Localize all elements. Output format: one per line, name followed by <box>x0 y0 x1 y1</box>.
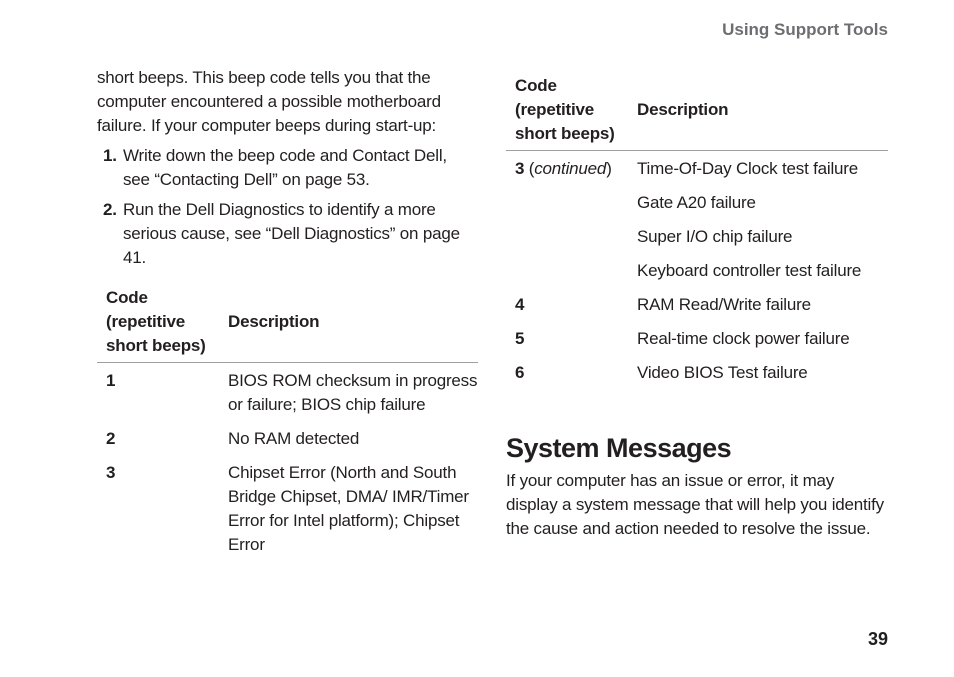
table-header-row <box>97 286 478 363</box>
section-paragraph: If your computer has an issue or error, it may display a system message that will help you identify the cause and action needed to resolve the issue. <box>506 471 884 538</box>
beep-description: Real-time clock power failure <box>637 329 850 348</box>
right-column <box>506 74 888 541</box>
intro-paragraph: short beeps. This beep code tells you that the computer encountered a possible motherboard failure. If your computer beeps during start-up: <box>97 68 441 135</box>
table-row <box>506 151 888 192</box>
running-header: Using Support Tools <box>722 20 888 39</box>
beep-description: Gate A20 failure <box>637 193 756 212</box>
beep-description: BIOS ROM checksum in progress or failure; BIOS chip failure <box>228 371 478 414</box>
table-row <box>506 259 888 293</box>
column-header-description: Description <box>228 312 320 331</box>
beep-description: RAM Read/Write failure <box>637 295 811 314</box>
beep-description: Keyboard controller test failure <box>637 261 862 280</box>
page-number: 39 <box>867 629 888 649</box>
table-header-row <box>506 74 888 151</box>
beep-code: 3 <box>106 463 116 482</box>
beep-code <box>506 225 637 259</box>
table-row <box>506 327 888 361</box>
beep-code: 6 <box>515 363 525 382</box>
beep-description: Super I/O chip failure <box>637 227 793 246</box>
beep-code: 2 <box>106 429 116 448</box>
table-row <box>97 363 478 428</box>
step-text: Run the Dell Diagnostics to identify a more serious cause, see “Dell Diagnostics” on page 41. <box>123 200 460 267</box>
beep-description: Video BIOS Test failure <box>637 363 808 382</box>
column-header-code: Code (repetitive short beeps) <box>515 76 615 143</box>
table-row <box>506 225 888 259</box>
step-number: 2. <box>103 200 117 219</box>
step-text: Write down the beep code and Contact Dell, see “Contacting Dell” on page 53. <box>123 146 447 189</box>
column-header-code: Code (repetitive short beeps) <box>106 288 206 355</box>
beep-code: 1 <box>106 371 116 390</box>
beep-description: Time-Of-Day Clock test failure <box>637 159 859 178</box>
section-title: System Messages <box>506 433 732 463</box>
continued-close-paren: ) <box>606 159 612 178</box>
column-header-description: Description <box>637 100 729 119</box>
beep-code: 4 <box>515 295 525 314</box>
steps-list <box>97 144 478 270</box>
continued-code: 3 <box>515 159 525 178</box>
beep-code-table-left <box>97 286 478 567</box>
left-column <box>97 66 478 567</box>
list-item <box>97 198 478 270</box>
table-row <box>506 361 888 395</box>
table-row <box>97 427 478 461</box>
beep-code-continued <box>506 151 637 192</box>
table-row <box>506 293 888 327</box>
beep-code: 5 <box>515 329 525 348</box>
beep-description: No RAM detected <box>228 429 360 448</box>
beep-code-table-right <box>506 74 888 395</box>
beep-description: Chipset Error (North and South Bridge Chipset, DMA/ IMR/Timer Error for Intel platform); Chipset Error <box>228 463 469 554</box>
step-number: 1. <box>103 146 117 165</box>
beep-code <box>506 191 637 225</box>
table-row <box>97 461 478 567</box>
list-item <box>97 144 478 192</box>
table-row <box>506 191 888 225</box>
beep-code <box>506 259 637 293</box>
continued-label: continued <box>534 159 607 178</box>
continued-open-paren: ( <box>524 159 535 178</box>
